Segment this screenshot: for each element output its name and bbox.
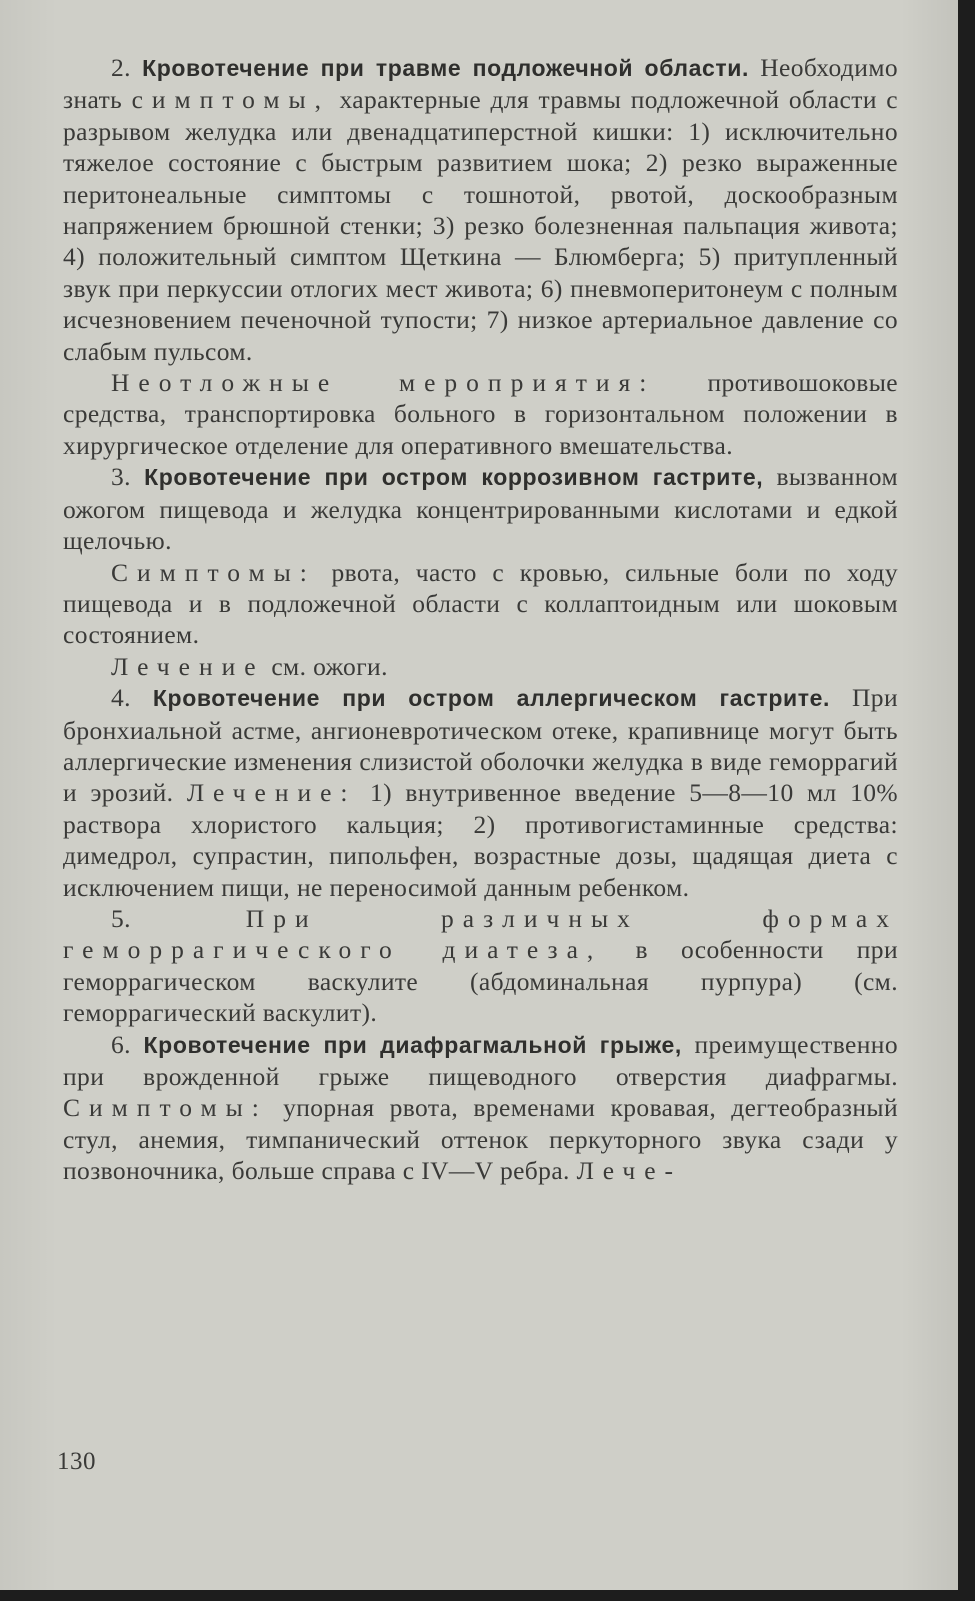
paragraph-symptoms [63,557,898,651]
spaced-term: Лечение [111,651,265,681]
body-text: рвота, часто с кровью, сильные боли по ходу пищевода и в подложечной области с коллаптоидным или шоковым состоянием. [63,557,898,650]
heading: Кровотечение при диафрагмальной грыже, [143,1031,682,1058]
page-text [63,52,898,1187]
item-number: 4. [111,683,131,713]
spaced-term: Симптомы: [111,557,316,587]
body-text: вызванном ожогом пищевода и желудка концентрированными кислотами и едкой щелочью. [63,462,898,556]
paragraph-5 [63,903,898,1029]
spaced-term: симптомы, [131,85,331,115]
item-number: 6. [111,1029,131,1059]
paragraph-4 [63,682,898,903]
item-number: 5. [111,903,131,933]
item-number: 3. [111,462,131,492]
page-number: 130 [57,1448,96,1475]
spaced-term: Лече- [576,1156,683,1186]
paragraph-treatment [63,651,898,682]
spaced-term: При различных формах геморрагического диатеза, [63,903,898,965]
heading: Кровотечение при травме подложечной области. [142,55,750,81]
paragraph-6 [63,1029,898,1187]
paragraph-urgent-measures [63,367,898,461]
spaced-term: Неотложные мероприятия: [111,368,656,398]
paragraph-3 [63,461,898,556]
body-text: 1) внутривенное введение 5—8—10 мл 10% раствора хлористого кальция; 2) противогистаминные средства: димедрол, супрастин, пипольфен, возрастные дозы, щадящая диета с исключением пищи, не переносимой данным ребенком. [63,778,899,902]
spaced-term: Симптомы: [63,1093,268,1123]
body-text: При бронхиальной астме, ангионевротическом отеке, крапивнице могут быть аллергические изменения слизистой оболочки желудка в виде геморрагий и эрозий. [63,683,898,808]
body-text: противошоковые средства, транспортировка больного в горизонтальном положении в хирургическое отделение для оперативного вмешательства. [63,368,898,460]
body-text: преимущественно при врожденной грыже пищеводного отверстия диафрагмы. [63,1029,898,1091]
body-text: в особенности при геморрагическом васкулите (абдоминальная пурпура) (см. геморрагический васкулит). [63,935,898,1028]
body-text: Необходимо знать [63,53,899,115]
heading: Кровотечение при остром коррозивном гастрите, [144,464,764,491]
heading: Кровотечение при остром аллергическом гастрите. [152,685,830,712]
body-text: упорная рвота, временами кровавая, дегтеобразный стул, анемия, тимпанический оттенок перкуторного звука сзади у позвоночника, больше справа с IV—V ребра. [63,1093,898,1186]
paragraph-2 [63,52,898,367]
body-text: характерные для травмы подложечной области с разрывом желудка или двенадцатиперстной кишки: 1) исключительно тяжелое состояние с быстрым развитием шока; 2) резко выраженные перитонеальные симптомы с тошнотой, рвотой, доскообразным напряжением брюшной стенки; 3) резко болезненная пальпация живота; 4) положительный симптом Щеткина — Блюмберга; 5) притупленный звук при перкуссии отлогих мест живота; 6) пневмоперитонеум с полным исчезновением печеночной тупости; 7) низкое артериальное давление со слабым пульсом. [63,85,898,366]
body-text: см. ожоги. [271,651,388,681]
item-number: 2. [111,53,131,82]
spaced-term: Лечение: [186,778,357,808]
